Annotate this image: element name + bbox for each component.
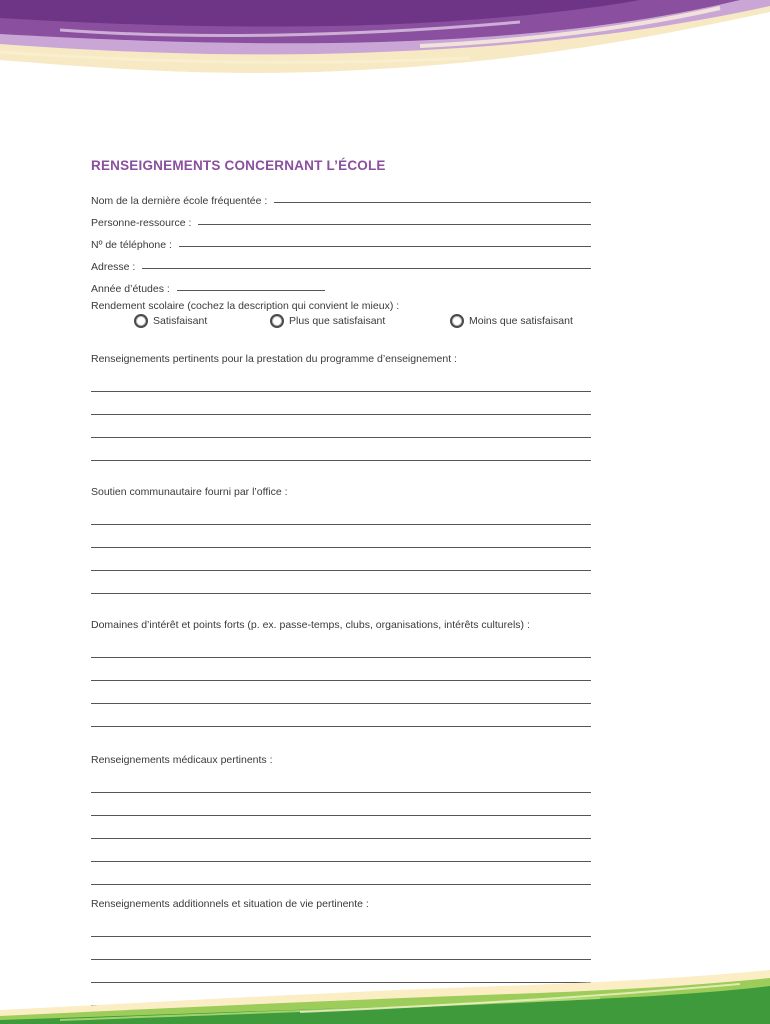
community-support-line[interactable] [91,525,591,548]
option-less-than-satisfactory-label: Moins que satisfaisant [469,315,573,327]
community-support-line[interactable] [91,502,591,525]
address-row [91,251,591,273]
option-satisfactory[interactable] [134,314,207,328]
form-title: RENSEIGNEMENTS CONCERNANT L’ÉCOLE [91,158,386,173]
grade-year-label: Année d’études : [91,283,173,295]
address-label: Adresse : [91,261,139,273]
interests-strengths-label: Domaines d’intérêt et points forts (p. ex. passe-temps, clubs, organisations, intérêts culturels) : [91,619,530,631]
program-info-line[interactable] [91,415,591,438]
additional-info-line[interactable] [91,914,591,937]
option-more-than-satisfactory-label: Plus que satisfaisant [289,315,386,327]
top-decorative-banner [0,0,770,100]
phone-row [91,229,591,251]
medical-info-line[interactable] [91,862,591,885]
contact-person-row [91,207,591,229]
radio-less-than-satisfactory-icon[interactable] [450,314,464,328]
interests-strengths-line[interactable] [91,704,591,727]
radio-satisfactory-icon[interactable] [134,314,148,328]
phone-field[interactable] [179,246,591,247]
interests-strengths-line[interactable] [91,635,591,658]
additional-info-label: Renseignements additionnels et situation de vie pertinente : [91,898,369,910]
option-less-than-satisfactory[interactable] [450,314,573,328]
option-more-than-satisfactory[interactable] [270,314,385,328]
address-field[interactable] [142,268,591,269]
medical-info-label: Renseignements médicaux pertinents : [91,754,273,766]
community-support-line[interactable] [91,548,591,571]
contact-person-label: Personne-ressource : [91,217,195,229]
additional-info-line[interactable] [91,937,591,960]
academic-performance-label: Rendement scolaire (cochez la description qui convient le mieux) : [91,300,400,312]
community-support-line[interactable] [91,571,591,594]
bottom-decorative-banner [0,968,770,1024]
medical-info-line[interactable] [91,816,591,839]
last-school-row [91,185,591,207]
medical-info-line[interactable] [91,770,591,793]
grade-year-row [91,273,591,295]
contact-person-field[interactable] [198,224,591,225]
interests-strengths-line[interactable] [91,658,591,681]
school-information-form [91,156,591,1006]
option-satisfactory-label: Satisfaisant [153,315,208,327]
medical-info-line[interactable] [91,839,591,862]
radio-more-than-satisfactory-icon[interactable] [270,314,284,328]
program-info-line[interactable] [91,369,591,392]
community-support-label: Soutien communautaire fourni par l’office : [91,486,288,498]
program-info-line[interactable] [91,392,591,415]
phone-label: Nº de téléphone : [91,239,175,251]
program-info-line[interactable] [91,438,591,461]
last-school-field[interactable] [274,202,591,203]
medical-info-line[interactable] [91,793,591,816]
grade-year-field[interactable] [177,290,325,291]
interests-strengths-line[interactable] [91,681,591,704]
academic-performance-options [91,313,591,331]
last-school-label: Nom de la dernière école fréquentée : [91,195,271,207]
program-info-label: Renseignements pertinents pour la prestation du programme d’enseignement : [91,353,457,365]
